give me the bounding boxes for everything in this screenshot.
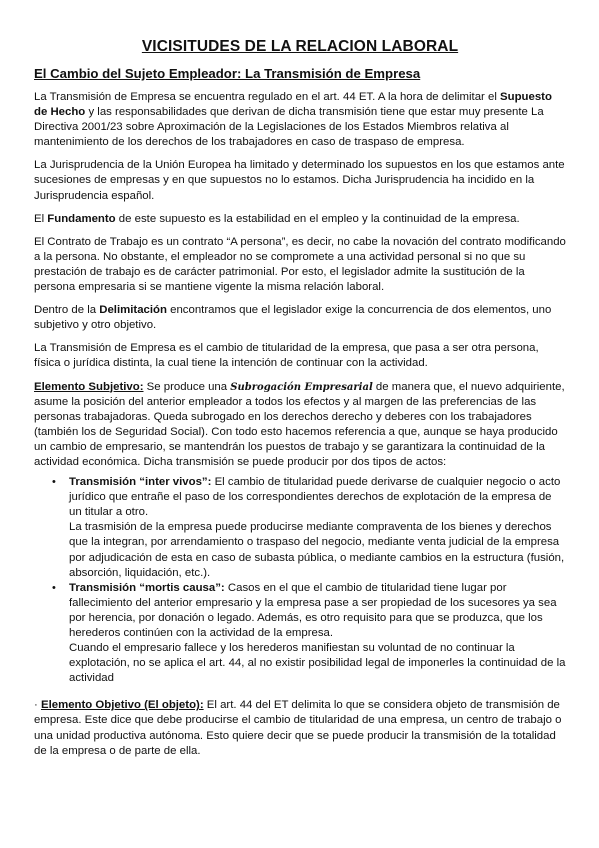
bullet-icon: • (52, 476, 56, 489)
bold-term: Supuesto de Hecho (34, 91, 552, 119)
transmission-types-list (34, 475, 566, 686)
paragraph-elemento-objetivo (34, 698, 566, 758)
text-run: Se produce una (143, 380, 231, 393)
document-page (34, 38, 566, 767)
bold-underlined-heading: Elemento Objetivo (El objeto): (40, 699, 204, 712)
text-run: El (34, 212, 48, 225)
text-run: encontramos que el legislador exige la concurrencia de dos elementos, uno subjetivo y otro objetivo. (34, 304, 552, 332)
bold-term: Delimitación (99, 304, 167, 317)
list-item-text: Cuando el empresario fallece y los herederos manifiestan su voluntad de no continuar la explotación, no se aplica el art. 44, al no existir posibilidad legal de imponerles la continuidad de la actividad (69, 642, 566, 685)
paragraph-fundamento (34, 212, 566, 227)
paragraph-elemento-subjetivo (34, 380, 566, 471)
text-run: La Transmisión de Empresa se encuentra regulado en el art. 44 ET. A la hora de delimitar el (34, 91, 501, 103)
bold-term: Transmisión “mortis causa”: (69, 581, 225, 594)
text-run: de manera que, el nuevo adquiriente, asume la posición del anterior empleador a todos los efectos y al margen de las preferencias de las personas trabajadoras. Queda subrogado en los derechos derecho y deberes con los trabajadores (también los de Seguridad Social). Con todo esto hacemos referencia a que, aunque se haya producido un cambio de empresario, se mantendrán los puestos de trabajo y se garantizara la continuidad de la actividad económica. Dicha transmisión se puede producir por dos tipos de actos: (34, 380, 565, 468)
bold-underlined-heading: Elemento Subjetivo: (34, 380, 144, 393)
paragraph-delimitacion (34, 303, 566, 333)
section-heading: El Cambio del Sujeto Empleador: La Transmisión de Empresa (34, 66, 421, 81)
text-run: Dentro de la (34, 304, 100, 317)
document-title: VICISITUDES DE LA RELACION LABORAL (141, 38, 459, 55)
paragraph-intro (34, 90, 566, 150)
list-item-text: La trasmisión de la empresa puede producirse mediante compraventa de los bienes y derechos que la integran, por arrendamiento o traspaso del negocio, mediante venta judicial de la empresa por adjudicación de esta en caso de subasta pública, o mediante cambios en la estructura (fusión, absorción, liquidación, etc.). (69, 521, 565, 579)
paragraph-definicion: La Transmisión de Empresa es el cambio de titularidad de la empresa, que pasa a ser otra persona, física o jurídica distinta, la cual tiene la intención de continuar con la actividad. (34, 342, 539, 370)
paragraph-contrato: El Contrato de Trabajo es un contrato “A persona”, es decir, no cabe la novación del contrato modificando a la persona. No obstante, el empleador no se compromete a una actividad personal si no que su prestación de trabajo es de carácter patrimonial. Por esto, el legislador admite la sustitución de la persona empresaria si se mantiene vigente la misma relación laboral. (34, 235, 566, 294)
list-item (52, 475, 566, 581)
text-run: · (34, 699, 41, 712)
italic-term: Subrogación Empresarial (230, 381, 373, 393)
text-run: El cambio de titularidad puede derivarse de cualquier negocio o acto jurídico que entrañe el paso de los correspondientes derechos de explotación de la empresa de un titular a otro. (69, 476, 561, 519)
paragraph-jurisprudence: La Jurisprudencia de la Unión Europea ha limitado y determinado los supuestos en los que estamos ante sucesiones de empresas y en que supuestos no lo estamos. Dicha Jurisprudencia ha incidido en la Jurisprudencia español. (34, 159, 565, 202)
bold-term: Transmisión “inter vivos”: (69, 476, 212, 489)
list-item-text (69, 475, 566, 520)
list-item (52, 581, 566, 687)
list-item-text (69, 581, 566, 641)
text-run: Casos en el que el cambio de titularidad tiene lugar por fallecimiento del anterior empresario y la empresa pase a ser propiedad de los sucesores ya sea por herencia, por donación o legado. Además, es otro requisito para que se produzca, que los herederos continúen con la actividad de la empresa. (69, 581, 557, 639)
text-run: y las responsabilidades que derivan de dicha transmisión tiene que estar muy presente La Directiva 2001/23 sobre Aproximación de la Legislaciones de los Estados Miembros relativa al mantenimiento de los derechos de los trabajadores en caso de traspaso de empresa. (34, 106, 544, 149)
text-run: de este supuesto es la estabilidad en el empleo y la continuidad de la empresa. (115, 212, 520, 225)
bullet-icon: • (52, 581, 56, 594)
bold-term: Fundamento (47, 212, 116, 225)
text-run: El art. 44 del ET delimita lo que se considera objeto de transmisión de empresa. Este dice que debe producirse el cambio de titularidad de una empresa, un centro de trabajo o una unidad productiva autónoma. Esto quiere decir que se puede producir la transmisión de la totalidad de la empresa o de parte de ella. (34, 699, 562, 757)
